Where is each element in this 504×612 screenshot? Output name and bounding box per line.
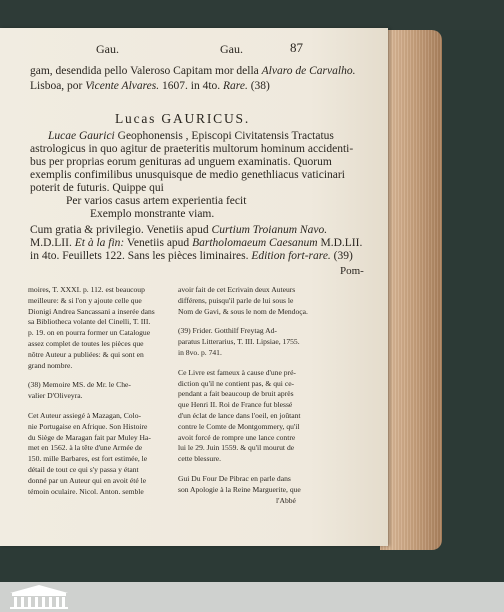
catchword: Pom-: [340, 265, 364, 277]
footnote-line: détail de tout ce qui s'y passa y étant: [28, 465, 139, 474]
footnote-line: nôtre Auteur a publiées: & qui sont en: [28, 349, 144, 359]
library-building-icon: [6, 583, 72, 610]
footnote-line: que Henri II. Roi de France fut blessé: [178, 400, 293, 410]
footnote-line: lui le 29. Juin 1559. & qu'il mourut de: [178, 443, 295, 453]
footnote-line: nie Portugaise en Afrique. Son Histoire: [28, 421, 148, 431]
running-header-center: Gau.: [220, 42, 243, 56]
footnote-line: avoit forcé de rompre une lance contre: [178, 432, 296, 442]
imprint-line: Cum gratia & privilegio. Venetiis apud Curtium Troianum Navo.: [30, 224, 328, 236]
footnote-line: Cet Auteur assiegé à Mazagan, Colo-: [28, 411, 142, 420]
footnote-line: Ce Livre est fameux à cause d'une pré-: [178, 367, 296, 377]
text-line: poterit de futuris. Quippe qui: [30, 182, 164, 194]
footnote-line: valier D'Oliveyra.: [28, 391, 83, 401]
footnote-line: sa Bibliotheca volante del Cinelli, T. III.: [28, 317, 151, 327]
entry-title: Lucas GAURICUS.: [115, 111, 250, 126]
page-number: 87: [290, 40, 303, 55]
imprint-line: in 4to. Feuillets 122. Sans les pièces liminaires. Edition fort-rare. (39): [30, 250, 353, 262]
text-line: gam, desendida pello Valeroso Capitam mor della Alvaro de Carvalho.: [30, 65, 356, 77]
footnote-line: témoin oculaire. Nicol. Anton. semble: [28, 486, 144, 496]
footnote-line: met en 1562. à la tête d'une Armée de: [28, 443, 143, 453]
footnote-line: 150. mille Barbares, est fort estimée, le: [28, 454, 148, 464]
footnote-line: paratus Litterarius, T. III. Lipsiae, 1755.: [178, 337, 300, 347]
footnote-line: moires, T. XXXI. p. 112. est beaucoup: [28, 285, 145, 294]
footnote-line: in 8vo. p. 741.: [178, 348, 222, 357]
footnote-line: son Apologie à la Reine Marguerite, que: [178, 484, 301, 494]
footnote-line: grand nombre.: [28, 360, 73, 370]
footnote-line: (38) Memoire MS. de Mr. le Che-: [28, 380, 131, 390]
footnote-line: contre le Comte de Montgommery, qu'il: [178, 421, 300, 431]
book-page-edges: [380, 30, 442, 550]
running-header-left: Gau.: [96, 42, 119, 56]
footnote-line: assez complet de toutes les pièces que: [28, 339, 144, 348]
viewer-footer: [0, 582, 504, 612]
footnote-line: Gui Du Four De Pibrac en parle dans: [178, 474, 291, 483]
footnote-line: d'un éclat de lance dans l'oeil, en joûtant: [178, 411, 301, 420]
footnote-line: p. 19. on en pourra former un Catalogue: [28, 328, 151, 338]
footnote-line: donné par un Auteur qui en avoit été le: [28, 475, 147, 485]
motto-line: Per varios casus artem experientia fecit: [66, 195, 247, 207]
text-line: Lucae Gaurici Geophonensis , Episcopi Civitatensis Tractatus: [48, 130, 334, 142]
motto-line: Exemplo monstrante viam.: [90, 208, 215, 220]
text-line: bus per proprias eorum genituras ad unguem examinatis. Quorum: [30, 156, 332, 168]
imprint-line: M.D.LII. Et à la fin: Venetiis apud Bartholomaeum Caesanum M.D.LII.: [30, 237, 363, 249]
footnote-line: (39) Frider. Gotthilf Freytag Ad-: [178, 326, 277, 336]
footnote-line: Nom de Gavi, & sous le nom de Mendoça.: [178, 306, 308, 316]
footnote-line: cette blessure.: [178, 454, 222, 464]
footnote-line: diction qu'il ne contient pas, & qui ce-: [178, 378, 295, 388]
background: [0, 0, 504, 30]
text-line: Lisboa, por Vicente Alvares. 1607. in 4to. Rare. (38): [30, 80, 270, 92]
footnote-line: l'Abbé: [276, 495, 296, 505]
footnote-line: du Siège de Maragan fait par Muley Ha-: [28, 432, 151, 442]
footnote-line: différens, puisqu'il parle de lui sous le: [178, 295, 294, 305]
footnote-line: meilleure: & si l'on y ajoute celle que: [28, 295, 142, 305]
text-line: exemplis confimilibus unusquisque de medio genethliacus vaticinari: [30, 169, 345, 181]
footnote-line: Dionigi Andrea Sancassani a inserée dans: [28, 306, 155, 316]
text-line: astrologicus in quo agitur de praeteritis multorum hominum accidenti-: [30, 143, 354, 155]
footnote-line: pendant a fait beaucoup de bruit après: [178, 389, 294, 399]
footnote-line: avoir fait de cet Ecrivain deux Auteurs: [178, 285, 296, 294]
